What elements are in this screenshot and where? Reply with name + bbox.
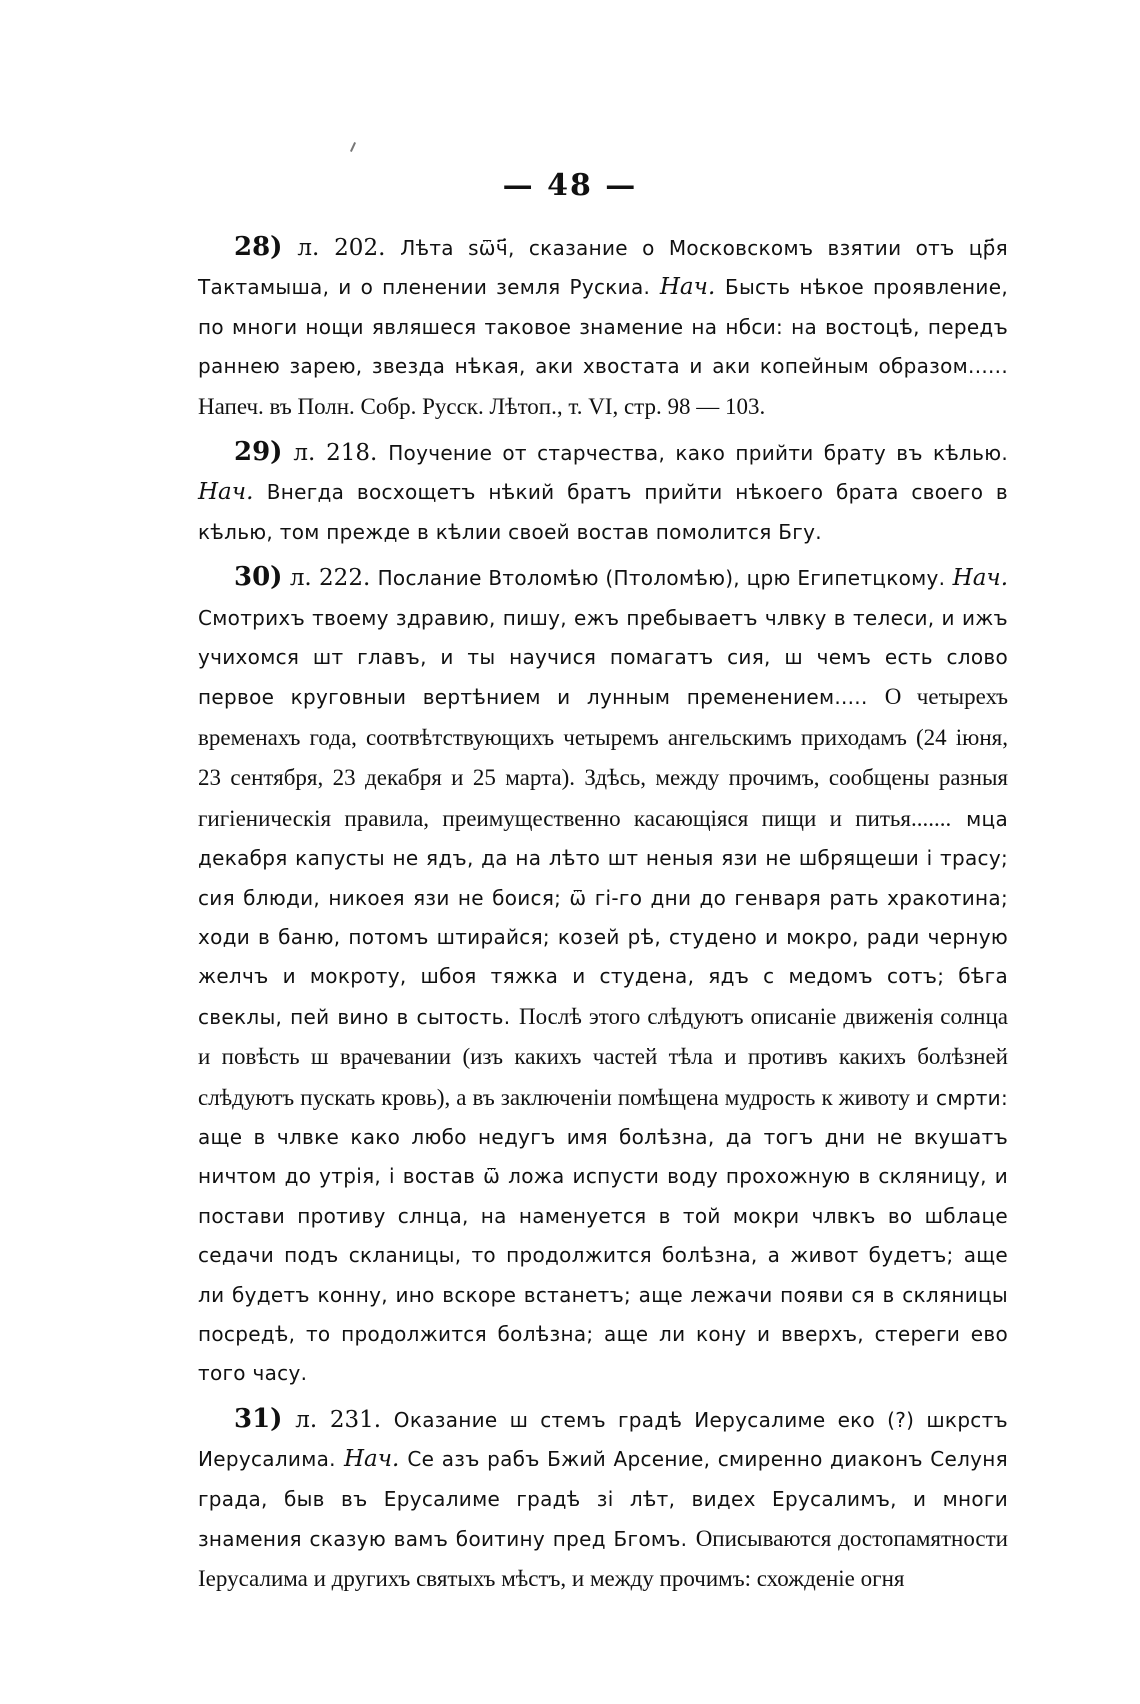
page-number: — 48 —: [502, 168, 638, 203]
entry-number: 30): [234, 562, 283, 593]
leaf-reference: л. 202.: [297, 235, 386, 261]
slavonic-incipit: Внегда восхощетъ нѣкий братъ прийти нѣкоего брата своего в кѣлью, том прежде в кѣлии своей востав помолится Бгу.: [198, 480, 1009, 544]
russian-note: О четырехъ временахъ года, соотвѣтствующихъ четыремъ ангельскимъ приходамъ (24 іюня, 23 сентября, 23 декабря и 25 марта). Здѣсь, между прочимъ, сообщены разныя гигіеническія правила, преимущественно касающіяся пищи и питья.......: [198, 684, 1008, 831]
leaf-reference: л. 231.: [295, 1406, 382, 1433]
entry-number: 31): [234, 1403, 283, 1434]
russian-note: Послѣ этого слѣдуютъ описаніе движенія солнца и повѣсть ш врачевании (изъ какихъ частей тѣла и противъ какихъ болѣзней слѣдуютъ пускать кровь), а въ заключеніи помѣщена мудрость к животу и: [198, 1003, 1008, 1110]
incipit-label: Нач.: [659, 274, 716, 301]
incipit-label: Нач.: [343, 1446, 400, 1473]
slavonic-incipit: Се азъ рабъ Бжий Арсение, смиренно диаконъ Селуня града, быв въ Ерусалиме градѣ зі лѣт, видех Ерусалимъ, и многи знамения сказую вамъ боитину пред Бгомъ.: [198, 1447, 1008, 1551]
slavonic-incipit: Бысть нѣкое проявление, по многи нощи являшеся таковое знамение на нбси: на востоцѣ, передъ раннею зарею, звезда нѣкая, аки хвостата и аки копейным образом......: [198, 275, 1008, 379]
entry-number: 28): [234, 232, 283, 262]
stray-ink-mark: [350, 142, 356, 152]
entry-number: 29): [234, 437, 283, 468]
page-body: [198, 228, 1008, 1606]
leaf-reference: л. 218.: [293, 440, 378, 467]
slavonic-text: Лѣта ѕѿч҃, сказание о Московскомъ взятии отъ цр҃я Тактамыша, и о пленении земля Рускиа.: [198, 236, 1009, 300]
entry-29: [198, 433, 1008, 552]
slavonic-text: Оказание ш стемъ градѣ Иерусалиме еко (?) шкрстъ Иерусалима.: [198, 1407, 1008, 1472]
entry-30: [198, 558, 1008, 1394]
slavonic-incipit: Смотрихъ твоему здравию, пишу, ежъ пребываетъ члвку в телеси, и ижъ учихомся шт главъ, и ты научися помагатъ сия, ш чемъ есть слово первое круговныи вертѣнием и лунным пременением.....: [198, 605, 1008, 710]
russian-note: Описываются достопамятности Іерусалима и другихъ святыхъ мѣстъ, и между прочимъ: схожденіе огня: [198, 1526, 1008, 1592]
leaf-reference: л. 222.: [289, 565, 371, 592]
slavonic-text: Поучение от старчества, како прийти брату въ кѣлью.: [388, 441, 1009, 466]
incipit-label: Нач.: [952, 565, 1009, 592]
slavonic-quote: смрти: аще в члвке како любо недугъ имя болѣзна, да тогъ дни не вкушатъ ничтом до утрія, і востав ѿ ложа испусти воду прохожную в скляницу, и постави противу слнца, на наменуется в той мокри члвкъ во шблаце седачи подъ скланицы, то продолжится болѣзна, а живот будетъ; аще ли будетъ конну, ино вскоре встанетъ; аще лежачи появи ся в скляницы посредѣ, то продолжится болѣзна; аще ли кону и вверхъ, стереги ево того часу.: [198, 1085, 1008, 1386]
entry-28: [198, 228, 1008, 427]
slavonic-quote: мца декабря капусты не ядъ, да на лѣто шт неныя язи не шбрящеши і трасу; сия блюди, никоея язи не боися; ѿ гі-го дни до генваря рать хракотина; ходи в баню, потомъ штирайся; козей рѣ, студено и мокро, ради черную желчъ и мокроту, шбоя тяжка и студена, ядъ с медомъ сотъ; бѣга свеклы, пей вино в сытость.: [198, 806, 1008, 1029]
russian-note: Напеч. въ Полн. Собр. Русск. Лѣтоп., т. VI, стр. 98 — 103.: [198, 393, 766, 419]
incipit-label: Нач.: [198, 479, 254, 506]
entry-31: [198, 1400, 1008, 1600]
slavonic-text: Послание Втоломѣю (Птоломѣю), црю Египетцкому.: [377, 566, 946, 591]
